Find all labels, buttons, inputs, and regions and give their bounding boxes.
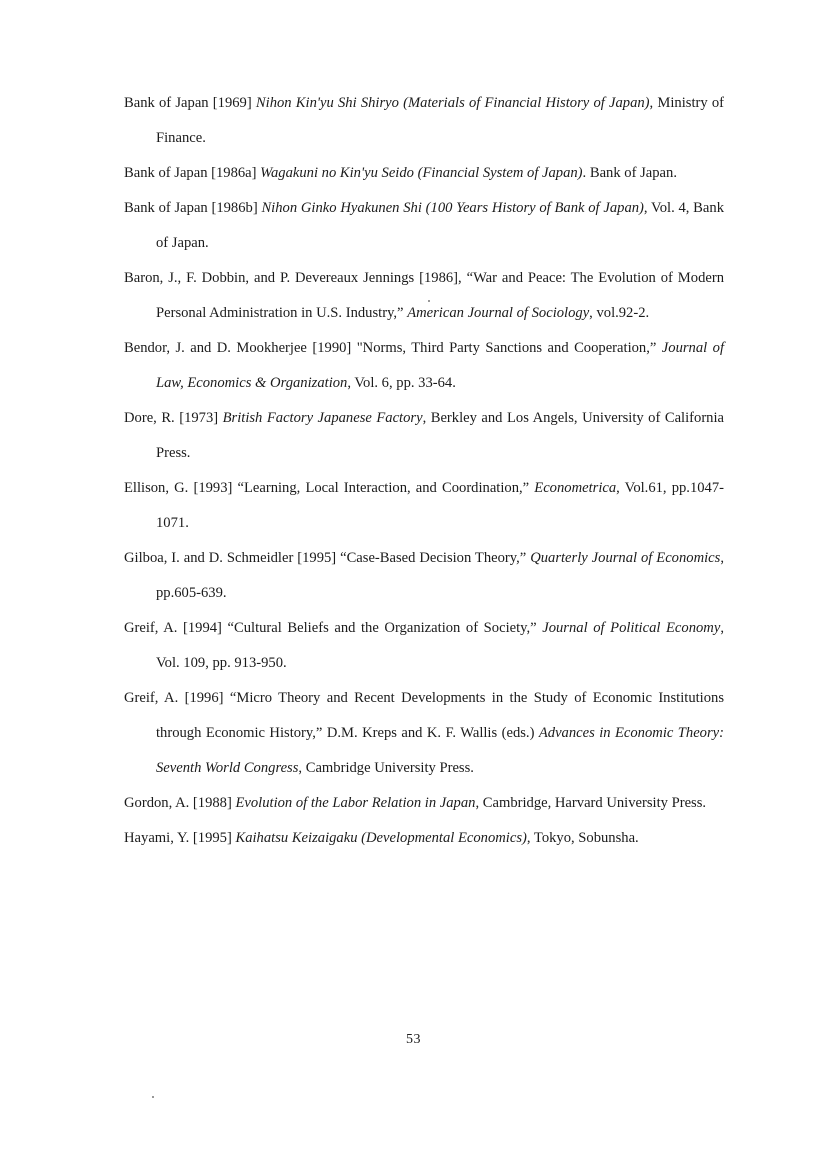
reference-entry bbox=[124, 401, 724, 471]
reference-authors-year: Gilboa, I. and D. Schmeidler [1995] “Case-Based Decision Theory,” bbox=[124, 550, 531, 566]
reference-entry bbox=[124, 821, 724, 856]
reference-details: , Vol.61, pp.1047-1071. bbox=[156, 480, 725, 531]
reference-details: . Bank of Japan. bbox=[582, 165, 677, 181]
reference-title: Quarterly Journal of Economics bbox=[530, 550, 721, 566]
reference-authors-year: Bank of Japan [1986a] bbox=[124, 165, 261, 181]
reference-authors-year: Greif, A. [1994] “Cultural Beliefs and the Organization of Society,” bbox=[124, 620, 543, 636]
reference-entry bbox=[124, 86, 724, 156]
reference-details: , Berkley and Los Angels, University of California Press. bbox=[156, 410, 725, 461]
reference-title: Econometrica bbox=[534, 480, 617, 496]
reference-list bbox=[124, 86, 724, 856]
reference-authors-year: Baron, J., F. Dobbin, and P. Devereaux Jennings [1986], “War and Peace: The Evolution of Modern Personal Administration in U.S. Industry,” bbox=[124, 270, 724, 321]
reference-details: , Cambridge University Press. bbox=[298, 760, 474, 776]
reference-title: Advances in Economic Theory: Seventh World Congress bbox=[156, 725, 724, 776]
reference-details: , vol.92-2. bbox=[589, 305, 650, 321]
reference-authors-year: Ellison, G. [1993] “Learning, Local Interaction, and Coordination,” bbox=[124, 480, 535, 496]
scan-speck bbox=[428, 300, 430, 302]
reference-details: , pp.605-639. bbox=[156, 550, 724, 601]
reference-details: , Vol. 109, pp. 913-950. bbox=[156, 620, 724, 671]
reference-entry bbox=[124, 786, 724, 821]
scan-speck bbox=[152, 1096, 154, 1098]
reference-authors-year: Bendor, J. and D. Mookherjee [1990] "Norms, Third Party Sanctions and Cooperation,” bbox=[124, 340, 662, 356]
reference-authors-year: Hayami, Y. [1995] bbox=[124, 830, 236, 846]
reference-authors-year: Gordon, A. [1988] bbox=[124, 795, 236, 811]
reference-entry bbox=[124, 611, 724, 681]
reference-title: Kaihatsu Keizaigaku (Developmental Economics) bbox=[235, 830, 527, 846]
reference-entry bbox=[124, 331, 724, 401]
page-number: 53 bbox=[406, 1032, 421, 1047]
reference-entry bbox=[124, 156, 724, 191]
reference-entry bbox=[124, 191, 724, 261]
reference-title: British Factory Japanese Factory bbox=[222, 410, 423, 426]
reference-entry bbox=[124, 261, 724, 331]
reference-authors-year: Bank of Japan [1969] bbox=[124, 95, 256, 111]
reference-entry bbox=[124, 541, 724, 611]
reference-title: Journal of Law, Economics & Organization bbox=[156, 340, 724, 391]
reference-title: Journal of Political Economy bbox=[542, 620, 721, 636]
reference-details: , Ministry of Finance. bbox=[156, 95, 725, 146]
reference-authors-year: Dore, R. [1973] bbox=[124, 410, 223, 426]
reference-entry bbox=[124, 681, 724, 786]
reference-title: American Journal of Sociology bbox=[407, 305, 590, 321]
reference-title: Nihon Kin'yu Shi Shiryo (Materials of Financial History of Japan) bbox=[255, 95, 650, 111]
reference-entry bbox=[124, 471, 724, 541]
reference-title: Nihon Ginko Hyakunen Shi (100 Years History of Bank of Japan) bbox=[261, 200, 644, 216]
reference-title: Evolution of the Labor Relation in Japan bbox=[235, 795, 476, 811]
reference-title: Wagakuni no Kin'yu Seido (Financial System of Japan) bbox=[260, 165, 583, 181]
reference-authors-year: Bank of Japan [1986b] bbox=[124, 200, 262, 216]
reference-details: , Vol. 4, Bank of Japan. bbox=[156, 200, 724, 251]
reference-details: , Cambridge, Harvard University Press. bbox=[475, 795, 707, 811]
reference-authors-year: Greif, A. [1996] “Micro Theory and Recent Developments in the Study of Economic Institutions through Economic History,” D.M. Kreps and K. F. Wallis (eds.) bbox=[124, 690, 724, 741]
reference-details: , Tokyo, Sobunsha. bbox=[526, 830, 639, 846]
reference-details: , Vol. 6, pp. 33-64. bbox=[347, 375, 456, 391]
